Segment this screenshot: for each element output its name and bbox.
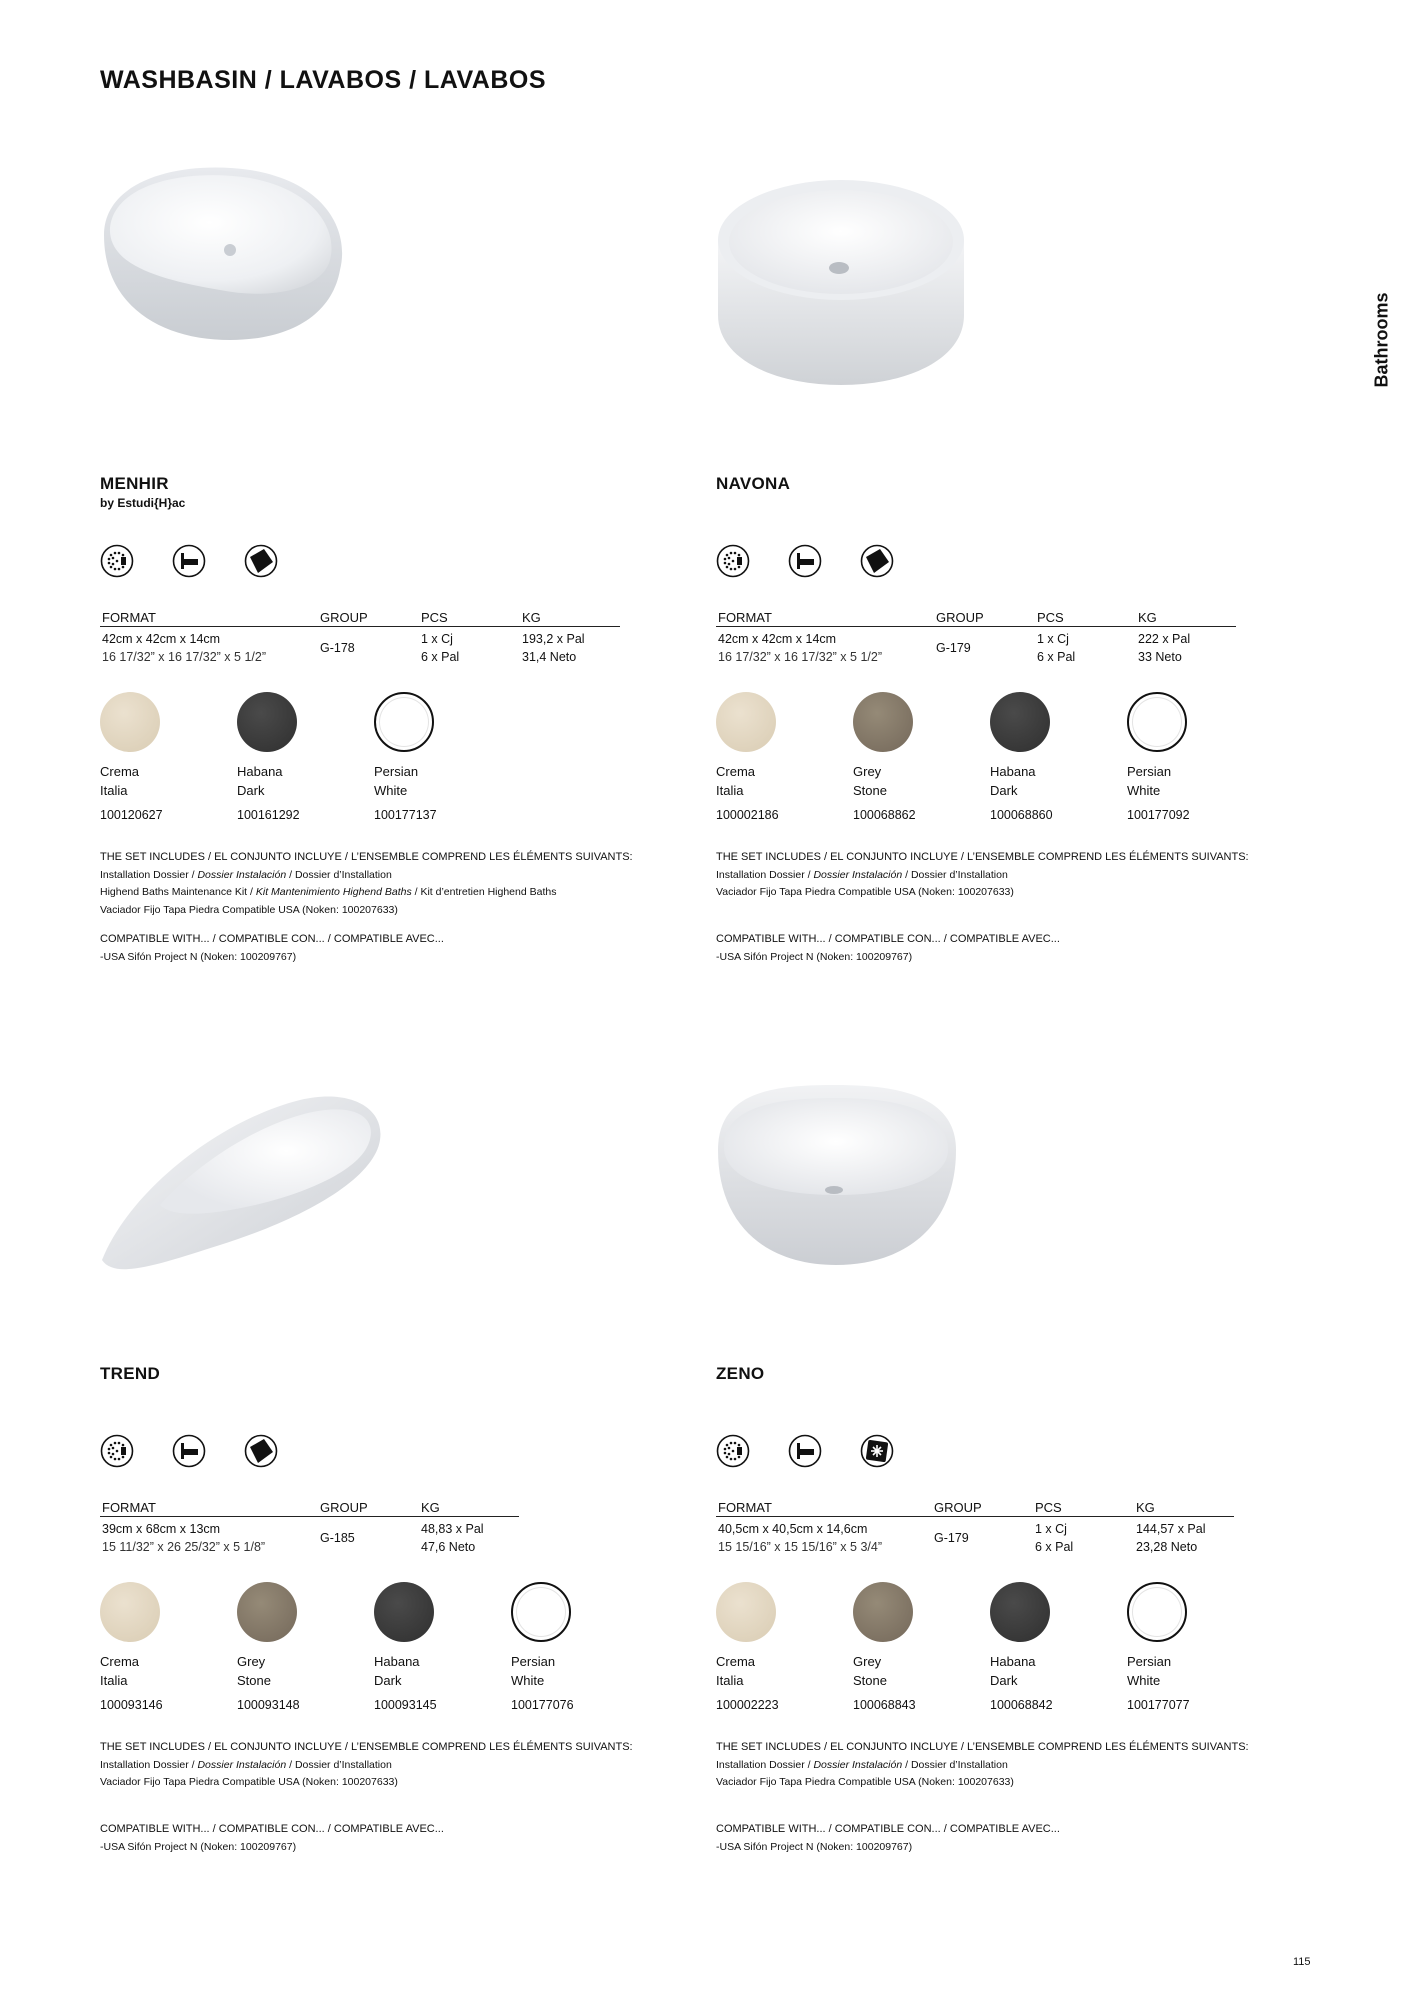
column-header: KG (1136, 610, 1236, 627)
column-header: GROUP (934, 610, 1035, 627)
swatch-habana-dark (990, 692, 1050, 752)
column-header: FORMAT (100, 1500, 318, 1517)
set-includes-heading: THE SET INCLUDES / EL CONJUNTO INCLUYE / L’ENSEMBLE COMPREND LES ÉLÉMENTS SUIVANTS: (100, 1741, 633, 1753)
group-value: G-178 (320, 641, 355, 655)
product-trend (100, 1030, 700, 1910)
finish-code: 100002186 (716, 808, 779, 822)
include-item: Vaciador Fijo Tapa Piedra Compatible USA (Noken: 100207633) (716, 1776, 1014, 1788)
stone-material-icon (244, 544, 278, 578)
finish-name: Persian White (511, 1654, 556, 1688)
finish-option[interactable] (716, 692, 853, 822)
wall-mount-icon (172, 544, 206, 578)
stone-material-icon (860, 544, 894, 578)
shower-drain-icon (100, 544, 134, 578)
pcs-pallet: 6 x Pal (421, 650, 460, 664)
finish-name: Grey Stone (853, 764, 887, 798)
finish-code: 100068860 (990, 808, 1053, 822)
finish-code: 100177092 (1127, 808, 1190, 822)
format-inches: 15 11/32” x 26 25/32” x 5 1/8” (102, 1540, 266, 1554)
kg-pallet: 193,2 x Pal (522, 632, 585, 646)
pcs-pallet: 6 x Pal (1035, 1540, 1074, 1554)
finish-name: Habana Dark (990, 764, 1036, 798)
column-header: GROUP (318, 610, 419, 627)
include-item: Installation Dossier / Dossier Instalación / Dossier d’Installation (716, 868, 1008, 881)
pcs-box: 1 x Cj (1035, 1522, 1067, 1536)
swatch-persian-white (374, 692, 434, 752)
finish-option[interactable] (374, 692, 511, 822)
pcs-box: 1 x Cj (1037, 632, 1069, 646)
product-name: TREND (100, 1364, 161, 1383)
shower-drain-icon (100, 1434, 134, 1468)
include-item: Vaciador Fijo Tapa Piedra Compatible USA (Noken: 100207633) (716, 886, 1014, 898)
compatible-item: -USA Sifón Project N (Noken: 100209767) (100, 950, 297, 963)
finish-code: 100093145 (374, 1698, 437, 1712)
finish-option[interactable] (374, 1582, 511, 1712)
wall-mount-icon (788, 544, 822, 578)
finish-option[interactable] (100, 692, 237, 822)
section-tab-label: Bathrooms (1371, 292, 1392, 388)
spec-table (716, 610, 1236, 666)
finish-option[interactable] (511, 1582, 648, 1712)
group-value: G-185 (320, 1531, 355, 1545)
product-photo-navona (716, 140, 1016, 440)
format-cm: 40,5cm x 40,5cm x 14,6cm (718, 1522, 868, 1536)
product-menhir (100, 140, 700, 1020)
group-value: G-179 (936, 641, 971, 655)
finish-option[interactable] (100, 1582, 237, 1712)
compatible-heading: COMPATIBLE WITH... / COMPATIBLE CON... / COMPATIBLE AVEC... (716, 933, 1060, 945)
include-item: Installation Dossier / Dossier Instalación / Dossier d’Installation (100, 1758, 392, 1771)
finish-code: 100068843 (853, 1698, 916, 1712)
set-includes-heading: THE SET INCLUDES / EL CONJUNTO INCLUYE / L’ENSEMBLE COMPREND LES ÉLÉMENTS SUIVANTS: (716, 1741, 1249, 1753)
product-zeno (716, 1030, 1316, 1910)
set-includes (716, 1739, 1249, 1792)
compatible-item: -USA Sifón Project N (Noken: 100209767) (716, 1840, 913, 1853)
swatch-habana-dark (237, 692, 297, 752)
spec-table (100, 1500, 519, 1556)
spec-table (716, 1500, 1234, 1556)
column-header: FORMAT (716, 1500, 932, 1517)
finish-name: Persian White (1127, 764, 1172, 798)
kg-pallet: 48,83 x Pal (421, 1522, 484, 1536)
column-header: FORMAT (716, 610, 934, 627)
finish-option[interactable] (853, 1582, 990, 1712)
column-header: KG (520, 610, 620, 627)
include-item: Highend Baths Maintenance Kit / Kit Mantenimiento Highend Baths / Kit d’entretien Highend Baths (100, 886, 557, 898)
finish-option[interactable] (1127, 1582, 1264, 1712)
finish-code: 100068842 (990, 1698, 1053, 1712)
compatible-with (100, 1821, 444, 1856)
set-includes (716, 849, 1249, 902)
pcs-box: 1 x Cj (421, 632, 453, 646)
column-header: GROUP (932, 1500, 1033, 1517)
set-includes (100, 1739, 633, 1792)
compatible-heading: COMPATIBLE WITH... / COMPATIBLE CON... / COMPATIBLE AVEC... (100, 1823, 444, 1835)
product-name: MENHIR (100, 474, 169, 493)
set-includes-heading: THE SET INCLUDES / EL CONJUNTO INCLUYE / L’ENSEMBLE COMPREND LES ÉLÉMENTS SUIVANTS: (716, 851, 1249, 863)
finish-option[interactable] (237, 692, 374, 822)
stone-material-icon (244, 1434, 278, 1468)
finish-name: Persian White (374, 764, 419, 798)
finish-option[interactable] (1127, 692, 1264, 822)
include-item: Vaciador Fijo Tapa Piedra Compatible USA (Noken: 100207633) (100, 1776, 398, 1788)
swatch-crema-italia (100, 1582, 160, 1642)
finish-name: Crema Italia (716, 764, 756, 798)
finish-name: Crema Italia (100, 1654, 140, 1688)
format-inches: 16 17/32” x 16 17/32” x 5 1/2” (718, 650, 882, 664)
set-includes (100, 849, 633, 919)
include-item: Vaciador Fijo Tapa Piedra Compatible USA (Noken: 100207633) (100, 903, 398, 916)
wall-mount-icon (788, 1434, 822, 1468)
finish-option[interactable] (716, 1582, 853, 1712)
kg-pallet: 222 x Pal (1138, 632, 1191, 646)
page-number: 115 (1293, 1956, 1311, 1968)
swatch-grey-stone (853, 1582, 913, 1642)
finish-option[interactable] (990, 692, 1127, 822)
shower-drain-icon (716, 1434, 750, 1468)
swatch-habana-dark (990, 1582, 1050, 1642)
format-cm: 42cm x 42cm x 14cm (718, 632, 837, 646)
column-header: KG (419, 1500, 519, 1517)
set-includes-heading: THE SET INCLUDES / EL CONJUNTO INCLUYE / L’ENSEMBLE COMPREND LES ÉLÉMENTS SUIVANTS: (100, 851, 633, 863)
product-navona (716, 140, 1316, 1020)
section-tab-bathrooms[interactable] (1370, 285, 1394, 395)
finish-code: 100068862 (853, 808, 916, 822)
compatible-heading: COMPATIBLE WITH... / COMPATIBLE CON... / COMPATIBLE AVEC... (716, 1823, 1060, 1835)
finish-code: 100093148 (237, 1698, 300, 1712)
product-photo-menhir (100, 140, 400, 440)
finish-name: Crema Italia (100, 764, 140, 798)
format-inches: 16 17/32” x 16 17/32” x 5 1/2” (102, 650, 266, 664)
finish-name: Grey Stone (853, 1654, 887, 1688)
product-photo-trend (100, 1030, 400, 1330)
finish-code: 100161292 (237, 808, 300, 822)
kg-net: 23,28 Neto (1136, 1540, 1198, 1554)
finish-code: 100177076 (511, 1698, 574, 1712)
product-designer: by Estudi{H}ac (100, 496, 186, 510)
kg-net: 47,6 Neto (421, 1540, 476, 1554)
product-name: NAVONA (716, 474, 791, 493)
finish-code: 100093146 (100, 1698, 163, 1712)
swatch-persian-white (511, 1582, 571, 1642)
stone-material-snowflake-icon (860, 1434, 894, 1468)
compatible-with (716, 1821, 1060, 1856)
product-name: ZENO (716, 1364, 765, 1383)
column-header: PCS (1035, 610, 1136, 627)
finish-option[interactable] (237, 1582, 374, 1712)
swatch-persian-white (1127, 1582, 1187, 1642)
column-header: GROUP (318, 1500, 419, 1517)
format-cm: 39cm x 68cm x 13cm (102, 1522, 221, 1536)
column-header: PCS (419, 610, 520, 627)
finish-name: Habana Dark (374, 1654, 420, 1688)
compatible-with (100, 931, 444, 966)
shower-drain-icon (716, 544, 750, 578)
finish-option[interactable] (990, 1582, 1127, 1712)
page-title: WASHBASIN / LAVABOS / LAVABOS (100, 66, 546, 94)
swatch-crema-italia (716, 692, 776, 752)
finish-code: 100177137 (374, 808, 437, 822)
swatch-habana-dark (374, 1582, 434, 1642)
format-cm: 42cm x 42cm x 14cm (102, 632, 221, 646)
finish-code: 100120627 (100, 808, 163, 822)
finish-name: Persian White (1127, 1654, 1172, 1688)
column-header: PCS (1033, 1500, 1134, 1517)
format-inches: 15 15/16” x 15 15/16” x 5 3/4” (718, 1540, 882, 1554)
product-photo-zeno (716, 1030, 1016, 1330)
compatible-with (716, 931, 1060, 966)
finish-name: Crema Italia (716, 1654, 756, 1688)
wall-mount-icon (172, 1434, 206, 1468)
swatch-crema-italia (716, 1582, 776, 1642)
kg-net: 33 Neto (1138, 650, 1182, 664)
swatch-grey-stone (237, 1582, 297, 1642)
swatch-crema-italia (100, 692, 160, 752)
finish-code: 100177077 (1127, 1698, 1190, 1712)
kg-net: 31,4 Neto (522, 650, 577, 664)
finish-code: 100002223 (716, 1698, 779, 1712)
include-item: Installation Dossier / Dossier Instalación / Dossier d’Installation (100, 868, 392, 881)
group-value: G-179 (934, 1531, 969, 1545)
compatible-item: -USA Sifón Project N (Noken: 100209767) (716, 950, 913, 963)
column-header: FORMAT (100, 610, 318, 627)
include-item: Installation Dossier / Dossier Instalación / Dossier d’Installation (716, 1758, 1008, 1771)
pcs-pallet: 6 x Pal (1037, 650, 1076, 664)
finish-name: Habana Dark (990, 1654, 1036, 1688)
kg-pallet: 144,57 x Pal (1136, 1522, 1206, 1536)
finish-name: Grey Stone (237, 1654, 271, 1688)
finish-name: Habana Dark (237, 764, 283, 798)
swatch-persian-white (1127, 692, 1187, 752)
finish-option[interactable] (853, 692, 990, 822)
spec-table (100, 610, 620, 666)
compatible-heading: COMPATIBLE WITH... / COMPATIBLE CON... / COMPATIBLE AVEC... (100, 933, 444, 945)
column-header: KG (1134, 1500, 1234, 1517)
swatch-grey-stone (853, 692, 913, 752)
compatible-item: -USA Sifón Project N (Noken: 100209767) (100, 1840, 297, 1853)
